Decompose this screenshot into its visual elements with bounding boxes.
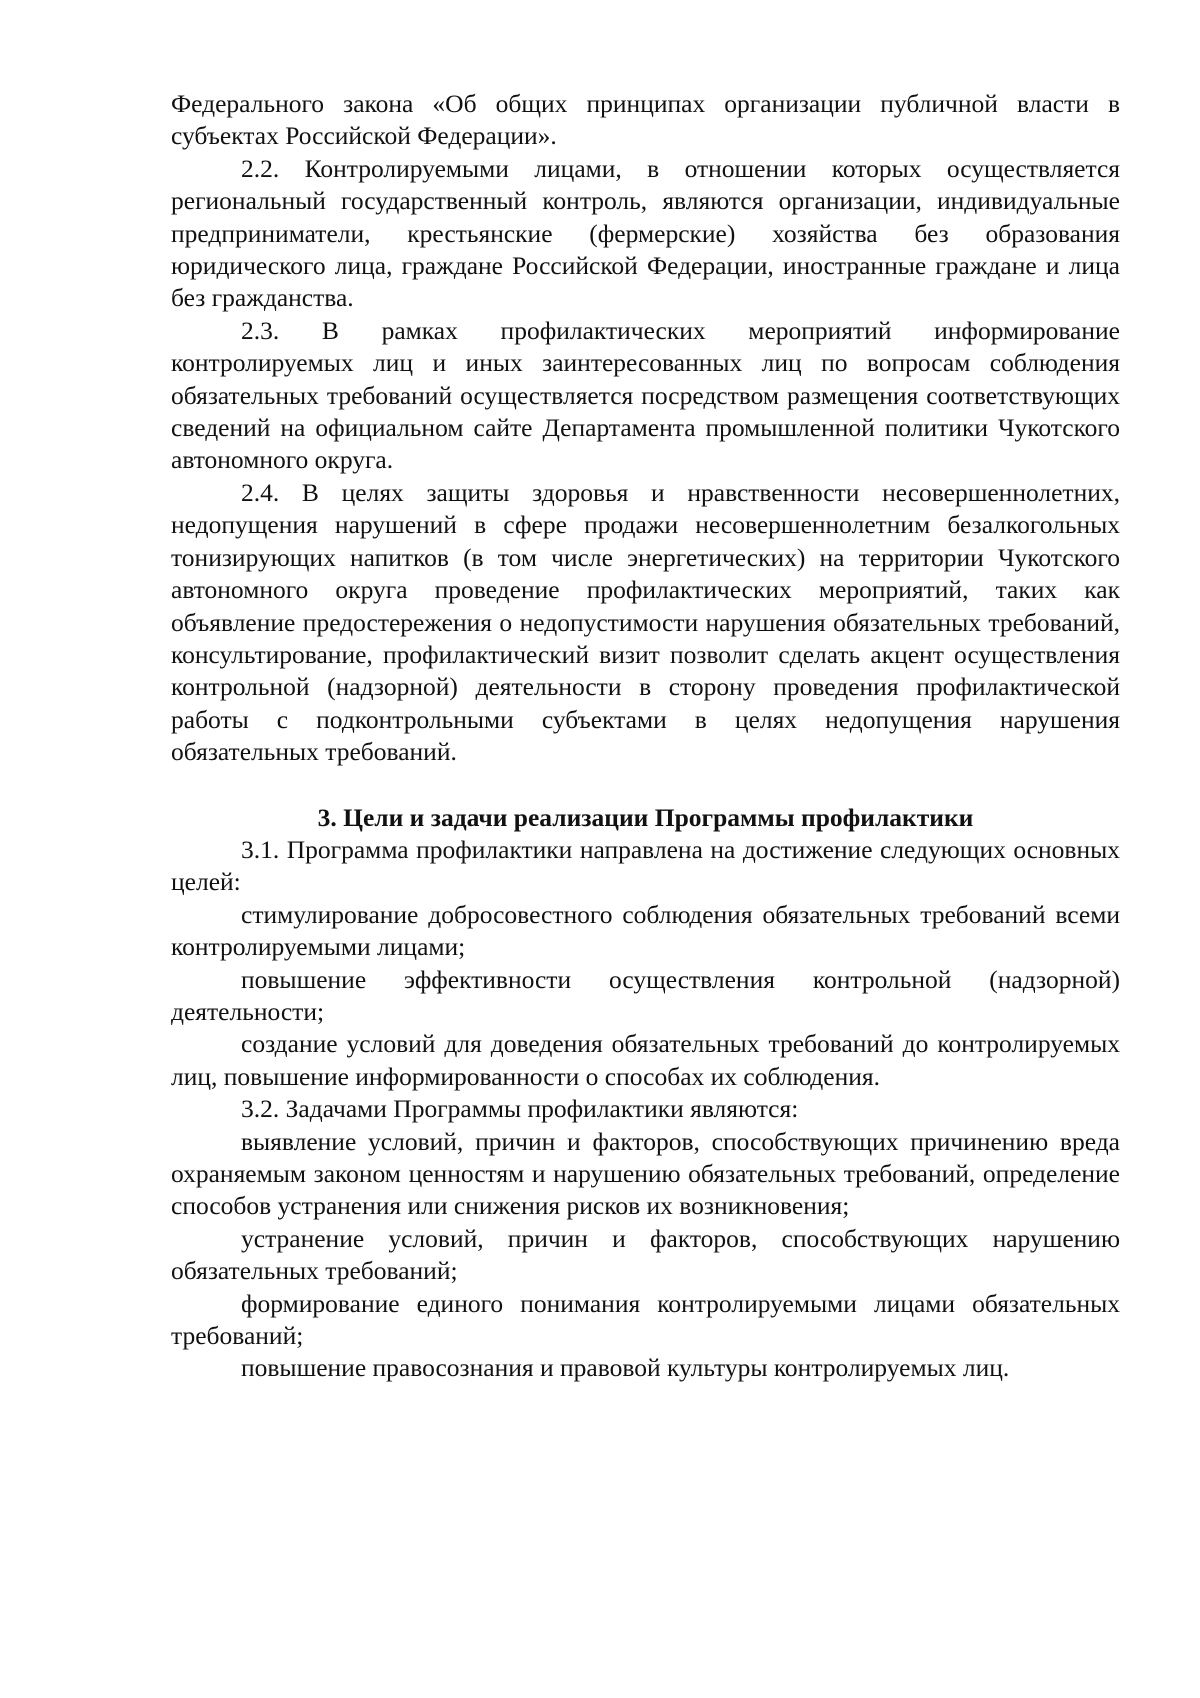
paragraph-continuation: Федерального закона «Об общих принципах организации публичной власти в субъектах Российской Федерации». xyxy=(171,89,1120,151)
paragraph-3-1: 3.1. Программа профилактики направлена на достижение следующих основных целей: xyxy=(171,834,1120,897)
document-body xyxy=(171,88,1120,1385)
section-3-heading: 3. Цели и задачи реализации Программы профилактики xyxy=(317,802,974,832)
goal-item-1: стимулирование добросовестного соблюдения обязательных требований всеми контролируемыми лицами; xyxy=(171,899,1120,962)
goal-item-3: создание условий для доведения обязательных требований до контролируемых лиц, повышение информированности о способах их соблюдения. xyxy=(171,1029,1120,1091)
paragraph-2-3: 2.3. В рамках профилактических мероприятий информирование контролируемых лиц и иных заинтересованных лиц по вопросам соблюдения обязательных требований осуществляется посредством размещения соответствующих сведений на официальном сайте Департамента промышленной политики Чукотского автономного округа. xyxy=(171,315,1120,475)
task-item-2: устранение условий, причин и факторов, способствующих нарушению обязательных требований; xyxy=(171,1223,1120,1286)
task-item-4: повышение правосознания и правовой культуры контролируемых лиц. xyxy=(241,1353,1010,1383)
paragraph-2-4: 2.4. В целях защиты здоровья и нравственности несовершеннолетних, недопущения нарушений в сфере продажи несовершеннолетним безалкогольных тонизирующих напитков (в том числе энергетических) на территории Чукотского автономного округа проведение профилактических мероприятий, таких как объявление предостережения о недопустимости нарушения обязательных требований, консультирование, профилактический визит позволит сделать акцент осуществления контрольной (надзорной) деятельности в сторону проведения профилактической работы с подконтрольными субъектами в целях недопущения нарушения обязательных требований. xyxy=(171,477,1120,767)
task-item-1: выявление условий, причин и факторов, способствующих причинению вреда охраняемым законом ценностям и нарушению обязательных требований, определение способов устранения или снижения рисков их возникновения; xyxy=(171,1126,1120,1221)
paragraph-3-2: 3.2. Задачами Программы профилактики являются: xyxy=(241,1094,799,1124)
paragraph-2-2: 2.2. Контролируемыми лицами, в отношении которых осуществляется региональный государственный контроль, являются организации, индивидуальные предприниматели, крестьянские (фермерские) хозяйства без образования юридического лица, граждане Российской Федерации, иностранные граждане и лица без гражданства. xyxy=(171,153,1120,313)
goal-item-2: повышение эффективности осуществления контрольной (надзорной) деятельности; xyxy=(171,964,1120,1026)
task-item-3: формирование единого понимания контролируемыми лицами обязательных требований; xyxy=(171,1288,1120,1351)
